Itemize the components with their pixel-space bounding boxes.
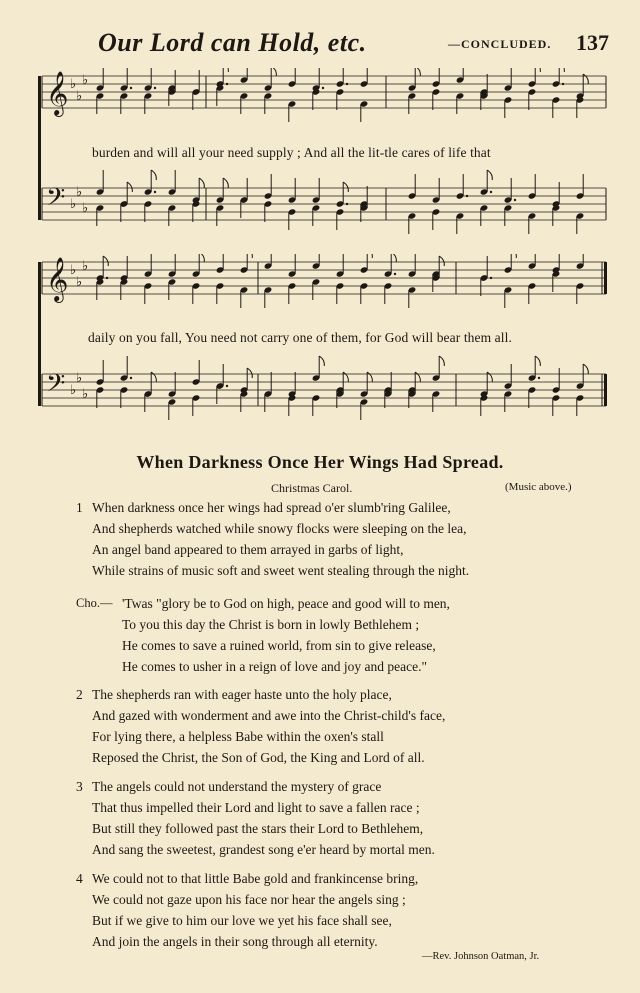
stanza-line: The angels could not understand the mystery of grace: [92, 779, 382, 794]
svg-text:♭: ♭: [76, 274, 83, 289]
svg-text:♭: ♭: [76, 370, 83, 385]
lyrics-line-1: burden and will all your need supply ; And all the lit-tle cares of life that: [92, 145, 491, 160]
stanza-line: That thus impelled their Lord and light to save a fallen race ;: [92, 800, 420, 815]
chorus-line: He comes to usher in a reign of love and joy and peace.": [122, 659, 428, 674]
svg-text:♭: ♭: [70, 196, 77, 211]
stanza-line: And gazed with wonderment and awe into the Christ-child's face,: [92, 708, 446, 723]
hymn-title: When Darkness Once Her Wings Had Spread.: [136, 452, 504, 472]
stanza-number: 3: [76, 779, 83, 794]
svg-text:♭: ♭: [70, 262, 77, 277]
concluded-label: —CONCLUDED.: [448, 37, 552, 51]
svg-text:♭: ♭: [70, 382, 77, 397]
stanza-line: And join the angels in their song through all eternity.: [92, 934, 378, 949]
stanza-line: Reposed the Christ, the Son of God, the King and Lord of all.: [92, 750, 425, 765]
svg-text:♭: ♭: [82, 258, 89, 273]
svg-text:♭: ♭: [82, 200, 89, 215]
stanza-line: An angel band appeared to them arrayed in garbs of light,: [92, 542, 404, 557]
stanza-line: For lying there, a helpless Babe within the oxen's stall: [92, 729, 384, 744]
stanza-line: The shepherds ran with eager haste unto the holy place,: [92, 687, 392, 702]
stanza-line: And sang the sweetest, grandest song e'er heard by mortal men.: [92, 842, 435, 857]
svg-text:𝄢: 𝄢: [46, 369, 66, 404]
svg-text:♭: ♭: [70, 76, 77, 91]
svg-text:♭: ♭: [82, 386, 89, 401]
hymn-subtitle: Christmas Carol.: [271, 481, 353, 495]
stanza-line: While strains of music soft and sweet went stealing through the night.: [92, 563, 470, 578]
stanza-number: 1: [76, 500, 83, 515]
chorus-line: 'Twas "glory be to God on high, peace and good will to men,: [122, 596, 450, 611]
stanza-line: We could not to that little Babe gold and frankincense bring,: [92, 871, 419, 886]
stanza-line: But still they followed past the stars their Lord to Bethlehem,: [92, 821, 424, 836]
svg-text:𝄞: 𝄞: [46, 257, 69, 301]
chorus-line: To you this day the Christ is born in lowly Bethlehem ;: [122, 617, 420, 632]
chorus-label: Cho.—: [76, 596, 113, 610]
svg-text:♭: ♭: [76, 88, 83, 103]
page-number: 137: [576, 30, 609, 55]
stanza-line: We could not gaze upon his face nor hear the angels sing ;: [92, 892, 406, 907]
chorus-line: He comes to save a ruined world, from sin to give release,: [122, 638, 436, 653]
stanza-line: And shepherds watched while snowy flocks were sleeping on the lea,: [92, 521, 467, 536]
svg-text:𝄞: 𝄞: [46, 71, 69, 115]
svg-text:𝄢: 𝄢: [46, 183, 66, 218]
stanza-line: When darkness once her wings had spread o'er slumb'ring Galilee,: [92, 500, 451, 515]
stanza-number: 2: [76, 687, 83, 702]
lyrics-line-2: daily on you fall, You need not carry one of them, for God will bear them all.: [88, 330, 512, 345]
svg-text:♭: ♭: [76, 184, 83, 199]
author-attribution: —Rev. Johnson Oatman, Jr.: [422, 951, 540, 962]
stanza-line: But if we give to him our love we yet his face shall see,: [92, 913, 392, 928]
page-header: [0, 28, 640, 62]
svg-text:♭: ♭: [82, 72, 89, 87]
running-title: Our Lord can Hold, etc.: [98, 28, 367, 57]
music-reference: (Music above.): [505, 481, 572, 493]
stanza-number: 4: [76, 871, 83, 886]
